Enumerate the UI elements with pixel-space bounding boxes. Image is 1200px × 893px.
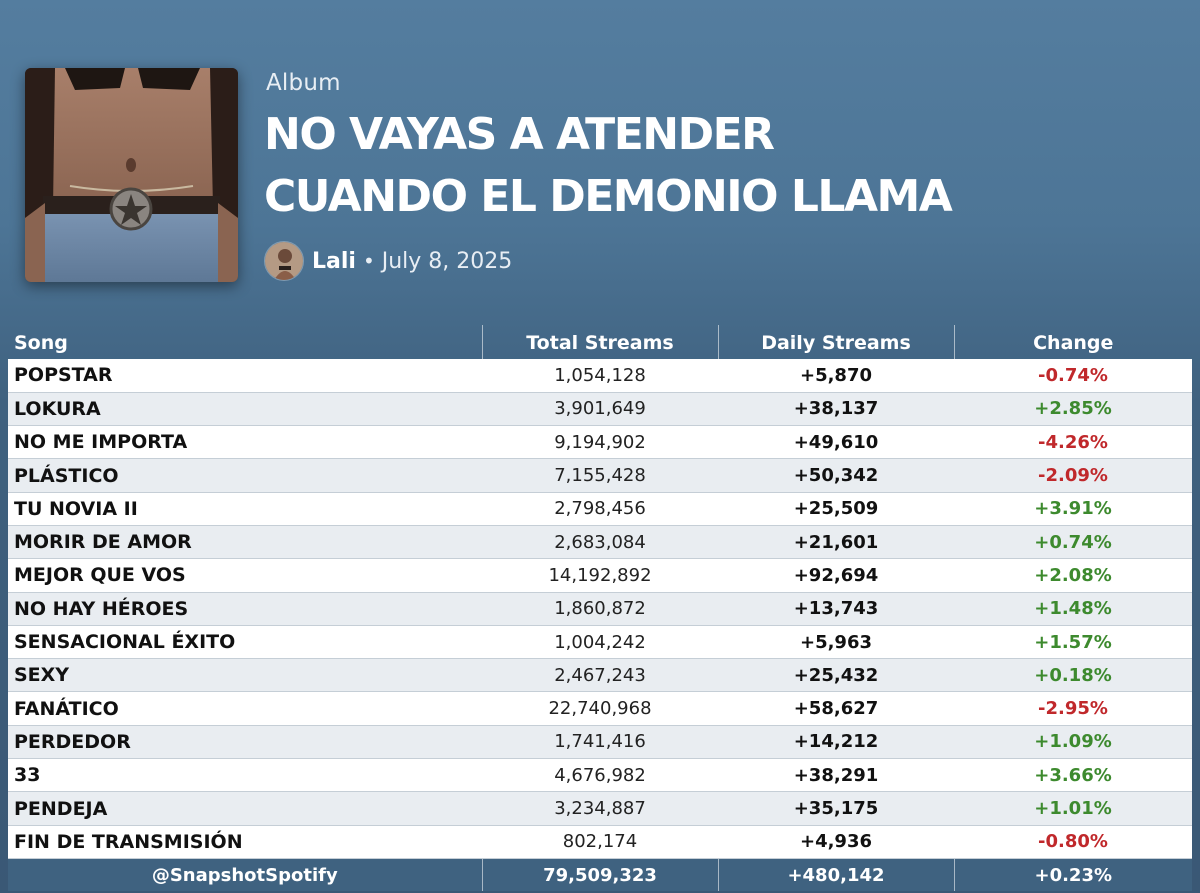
change-value: -2.09% — [954, 459, 1192, 492]
song-title: TU NOVIA II — [8, 492, 482, 525]
song-title: PLÁSTICO — [8, 459, 482, 492]
table-header-row — [8, 325, 1192, 359]
song-title: PERDEDOR — [8, 725, 482, 758]
artist-row — [264, 240, 512, 282]
song-title: LOKURA — [8, 392, 482, 425]
table-row[interactable] — [8, 392, 1192, 425]
daily-streams: +25,509 — [718, 492, 954, 525]
footer-daily-streams: +480,142 — [718, 858, 954, 891]
table-row[interactable] — [8, 559, 1192, 592]
total-streams: 22,740,968 — [482, 692, 718, 725]
table-row[interactable] — [8, 725, 1192, 758]
album-title — [264, 104, 1164, 228]
table-row[interactable] — [8, 492, 1192, 525]
song-title: MORIR DE AMOR — [8, 525, 482, 558]
table-row[interactable] — [8, 792, 1192, 825]
table-row[interactable] — [8, 525, 1192, 558]
table-row[interactable] — [8, 592, 1192, 625]
daily-streams: +4,936 — [718, 825, 954, 858]
column-header-change[interactable]: Change — [1033, 332, 1114, 354]
daily-streams: +5,963 — [718, 625, 954, 658]
total-streams: 1,054,128 — [482, 359, 718, 392]
total-streams: 14,192,892 — [482, 559, 718, 592]
change-value: +2.85% — [954, 392, 1192, 425]
song-title: NO ME IMPORTA — [8, 426, 482, 459]
change-value: +1.01% — [954, 792, 1192, 825]
table-row[interactable] — [8, 692, 1192, 725]
daily-streams: +35,175 — [718, 792, 954, 825]
change-value: +2.08% — [954, 559, 1192, 592]
change-value: +3.91% — [954, 492, 1192, 525]
table-row[interactable] — [8, 359, 1192, 392]
daily-streams: +38,291 — [718, 759, 954, 792]
table-row[interactable] — [8, 825, 1192, 858]
song-title: POPSTAR — [8, 359, 482, 392]
release-date: July 8, 2025 — [381, 248, 513, 274]
song-title: NO HAY HÉROES — [8, 592, 482, 625]
change-value: -4.26% — [954, 426, 1192, 459]
separator-dot: • — [362, 249, 375, 273]
artist-avatar-icon — [265, 242, 304, 281]
column-header-daily-streams[interactable]: Daily Streams — [718, 325, 954, 359]
song-title: SENSACIONAL ÉXITO — [8, 625, 482, 658]
total-streams: 4,676,982 — [482, 759, 718, 792]
daily-streams: +5,870 — [718, 359, 954, 392]
avatar[interactable] — [264, 241, 304, 281]
total-streams: 3,901,649 — [482, 392, 718, 425]
change-value: +3.66% — [954, 759, 1192, 792]
song-title: 33 — [8, 759, 482, 792]
change-value: +0.74% — [954, 525, 1192, 558]
total-streams: 2,798,456 — [482, 492, 718, 525]
song-title: PENDEJA — [8, 792, 482, 825]
song-title: FIN DE TRANSMISIÓN — [8, 825, 482, 858]
change-value: +1.09% — [954, 725, 1192, 758]
daily-streams: +38,137 — [718, 392, 954, 425]
daily-streams: +13,743 — [718, 592, 954, 625]
table-row[interactable] — [8, 426, 1192, 459]
total-streams: 1,004,242 — [482, 625, 718, 658]
song-title: SEXY — [8, 659, 482, 692]
total-streams: 1,860,872 — [482, 592, 718, 625]
total-streams: 802,174 — [482, 825, 718, 858]
footer-total-streams: 79,509,323 — [482, 858, 718, 891]
total-streams: 1,741,416 — [482, 725, 718, 758]
table-body — [8, 359, 1192, 858]
footer-change: +0.23% — [954, 858, 1192, 891]
album-type-label: Album — [266, 70, 341, 96]
total-streams: 9,194,902 — [482, 426, 718, 459]
daily-streams: +92,694 — [718, 559, 954, 592]
total-streams: 2,683,084 — [482, 525, 718, 558]
change-value: -2.95% — [954, 692, 1192, 725]
daily-streams: +58,627 — [718, 692, 954, 725]
change-value: -0.74% — [954, 359, 1192, 392]
change-value: +0.18% — [954, 659, 1192, 692]
song-title: FANÁTICO — [8, 692, 482, 725]
daily-streams: +49,610 — [718, 426, 954, 459]
daily-streams: +25,432 — [718, 659, 954, 692]
table-footer-row — [8, 858, 1192, 891]
total-streams: 7,155,428 — [482, 459, 718, 492]
total-streams: 3,234,887 — [482, 792, 718, 825]
change-value: +1.48% — [954, 592, 1192, 625]
change-value: +1.57% — [954, 625, 1192, 658]
album-title-line-1: NO VAYAS A ATENDER — [264, 109, 774, 160]
table-row[interactable] — [8, 659, 1192, 692]
album-cover-art-icon — [25, 68, 238, 282]
source-handle: @SnapshotSpotify — [8, 858, 482, 891]
table-row[interactable] — [8, 759, 1192, 792]
song-title: MEJOR QUE VOS — [8, 559, 482, 592]
album-title-line-2: CUANDO EL DEMONIO LLAMA — [264, 171, 952, 222]
table-row[interactable] — [8, 459, 1192, 492]
total-streams: 2,467,243 — [482, 659, 718, 692]
daily-streams: +21,601 — [718, 525, 954, 558]
change-value: -0.80% — [954, 825, 1192, 858]
album-header — [0, 0, 1200, 325]
daily-streams: +14,212 — [718, 725, 954, 758]
table-row[interactable] — [8, 625, 1192, 658]
album-cover[interactable] — [25, 68, 238, 282]
streams-table — [8, 325, 1192, 891]
column-header-total-streams[interactable]: Total Streams — [482, 325, 718, 359]
column-header-song[interactable]: Song — [8, 325, 482, 359]
daily-streams: +50,342 — [718, 459, 954, 492]
artist-name-link[interactable]: Lali — [312, 248, 356, 274]
